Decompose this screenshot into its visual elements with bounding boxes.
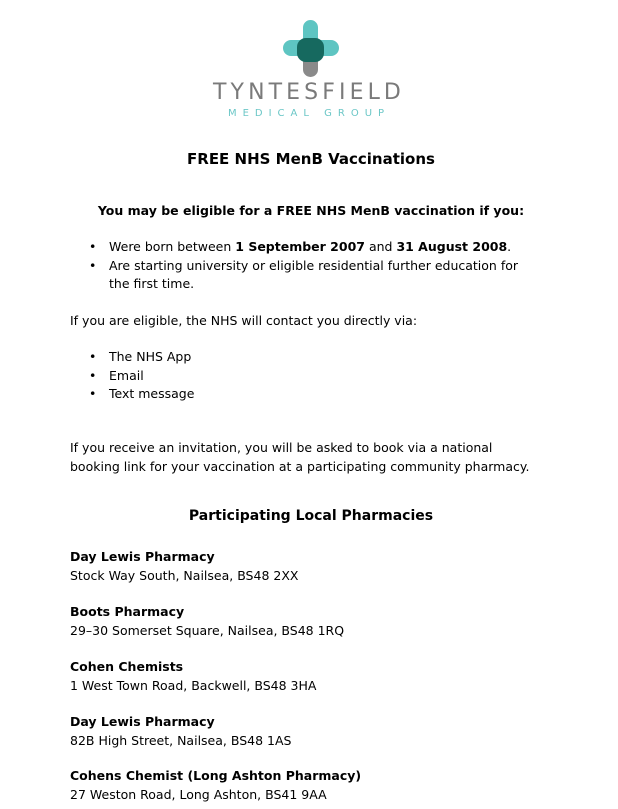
pharmacy-address: 1 West Town Road, Backwell, BS48 3HA [70,678,317,693]
pharmacy-address: 82B High Street, Nailsea, BS48 1AS [70,733,292,748]
pharmacy-name: Cohens Chemist (Long Ashton Pharmacy) [70,768,362,783]
list-item: • The NHS App [89,348,539,367]
bullet-icon: • [89,239,97,254]
list-item: • Are starting university or eligible residential further education for the first time. [89,257,519,291]
brand-tagline: MEDICAL GROUP [227,108,391,119]
invitation-text: If you receive an invitation, you will be asked to book via a national booking link for your vaccination at a participating community pharmacy. [70,440,530,474]
pharmacy-entry [70,547,550,585]
bullet-icon: • [89,386,97,401]
page-title: FREE NHS MenB Vaccinations [187,150,435,168]
pharmacy-entry [70,657,550,695]
pharmacy-name: Boots Pharmacy [70,604,185,619]
list-item: • Were born between 1 September 2007 and 31 August 2008. [89,238,539,257]
medical-cross-icon [283,20,339,78]
pharmacy-entry [70,602,550,640]
list-item: • Text message [89,385,539,404]
eligibility-criteria-list [89,238,539,294]
pharmacy-name: Day Lewis Pharmacy [70,714,215,729]
pharmacy-name: Cohen Chemists [70,659,184,674]
pharmacies-heading: Participating Local Pharmacies [188,508,434,524]
birth-date-start: 1 September 2007 [235,239,365,254]
bullet-icon: • [89,257,97,273]
bullet-icon: • [89,349,97,364]
bullet-icon: • [89,367,97,383]
contact-methods-list [89,348,539,404]
contact-intro: If you are eligible, the NHS will contact you directly via: [70,313,418,328]
brand-name: TYNTESFIELD [213,80,405,105]
pharmacy-address: Stock Way South, Nailsea, BS48 2XX [70,568,299,583]
birth-date-end: 31 August 2008 [396,239,508,254]
pharmacy-entry [70,766,550,804]
eligibility-intro: You may be eligible for a FREE NHS MenB vaccination if you: [97,203,525,218]
pharmacy-entry [70,712,550,750]
list-item: • Email [89,367,539,386]
pharmacy-name: Day Lewis Pharmacy [70,549,215,564]
pharmacy-address: 27 Weston Road, Long Ashton, BS41 9AA [70,787,327,802]
pharmacy-address: 29–30 Somerset Square, Nailsea, BS48 1RQ [70,623,345,638]
